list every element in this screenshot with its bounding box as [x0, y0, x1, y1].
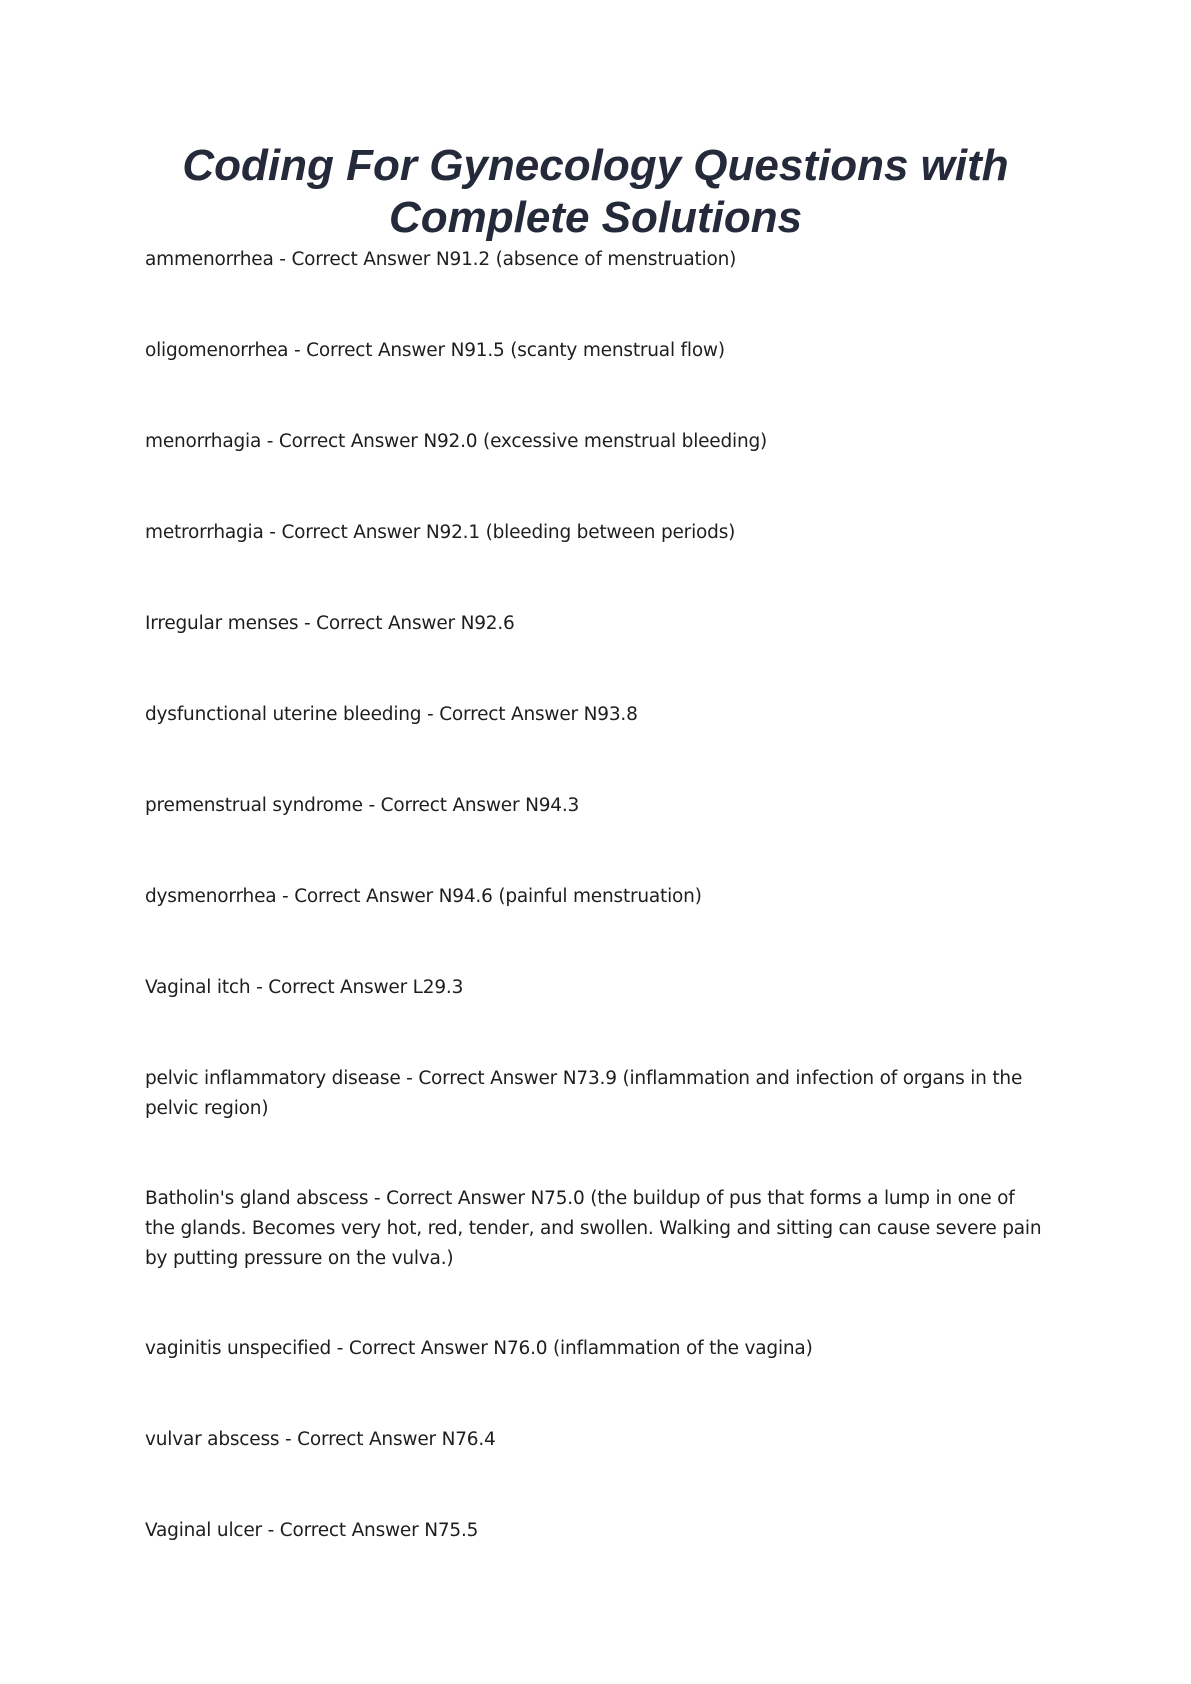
- qa-item-metrorrhagia: metrorrhagia - Correct Answer N92.1 (bleeding between periods): [145, 522, 736, 543]
- qa-item-ammenorrhea: ammenorrhea - Correct Answer N91.2 (absence of menstruation): [145, 249, 737, 270]
- qa-item-oligomenorrhea: oligomenorrhea - Correct Answer N91.5 (scanty menstrual flow): [145, 340, 725, 361]
- document-title: [0, 140, 1191, 244]
- qa-item-irregular-menses: Irregular menses - Correct Answer N92.6: [145, 613, 515, 634]
- qa-item-vulvar-abscess: vulvar abscess - Correct Answer N76.4: [145, 1429, 496, 1450]
- qa-item-vaginal-itch: Vaginal itch - Correct Answer L29.3: [145, 977, 464, 998]
- qa-item-dysmenorrhea: dysmenorrhea - Correct Answer N94.6 (painful menstruation): [145, 886, 702, 907]
- qa-item-menorrhagia: menorrhagia - Correct Answer N92.0 (excessive menstrual bleeding): [145, 431, 768, 452]
- qa-item-vaginitis-unspecified: vaginitis unspecified - Correct Answer N76.0 (inflammation of the vagina): [145, 1338, 813, 1359]
- qa-item-vaginal-ulcer: Vaginal ulcer - Correct Answer N75.5: [145, 1520, 479, 1541]
- document-title-line-2: Complete Solutions: [388, 193, 803, 242]
- qa-item-premenstrual-syndrome: premenstrual syndrome - Correct Answer N94.3: [145, 795, 580, 816]
- qa-item-batholins-gland-abscess: Batholin's gland abscess - Correct Answer N75.0 (the buildup of pus that forms a lump in one of the glands. Becomes very hot, red, tender, and swollen. Walking and sitting can cause severe pain by putting pressure on the vulva.): [145, 1188, 1042, 1269]
- qa-item-pelvic-inflammatory-disease: pelvic inflammatory disease - Correct Answer N73.9 (inflammation and infection of organs in the pelvic region): [145, 1068, 1023, 1119]
- qa-item-dysfunctional-uterine-bleeding: dysfunctional uterine bleeding - Correct Answer N93.8: [145, 704, 638, 725]
- document-title-line-1: Coding For Gynecology Questions with: [182, 141, 1009, 190]
